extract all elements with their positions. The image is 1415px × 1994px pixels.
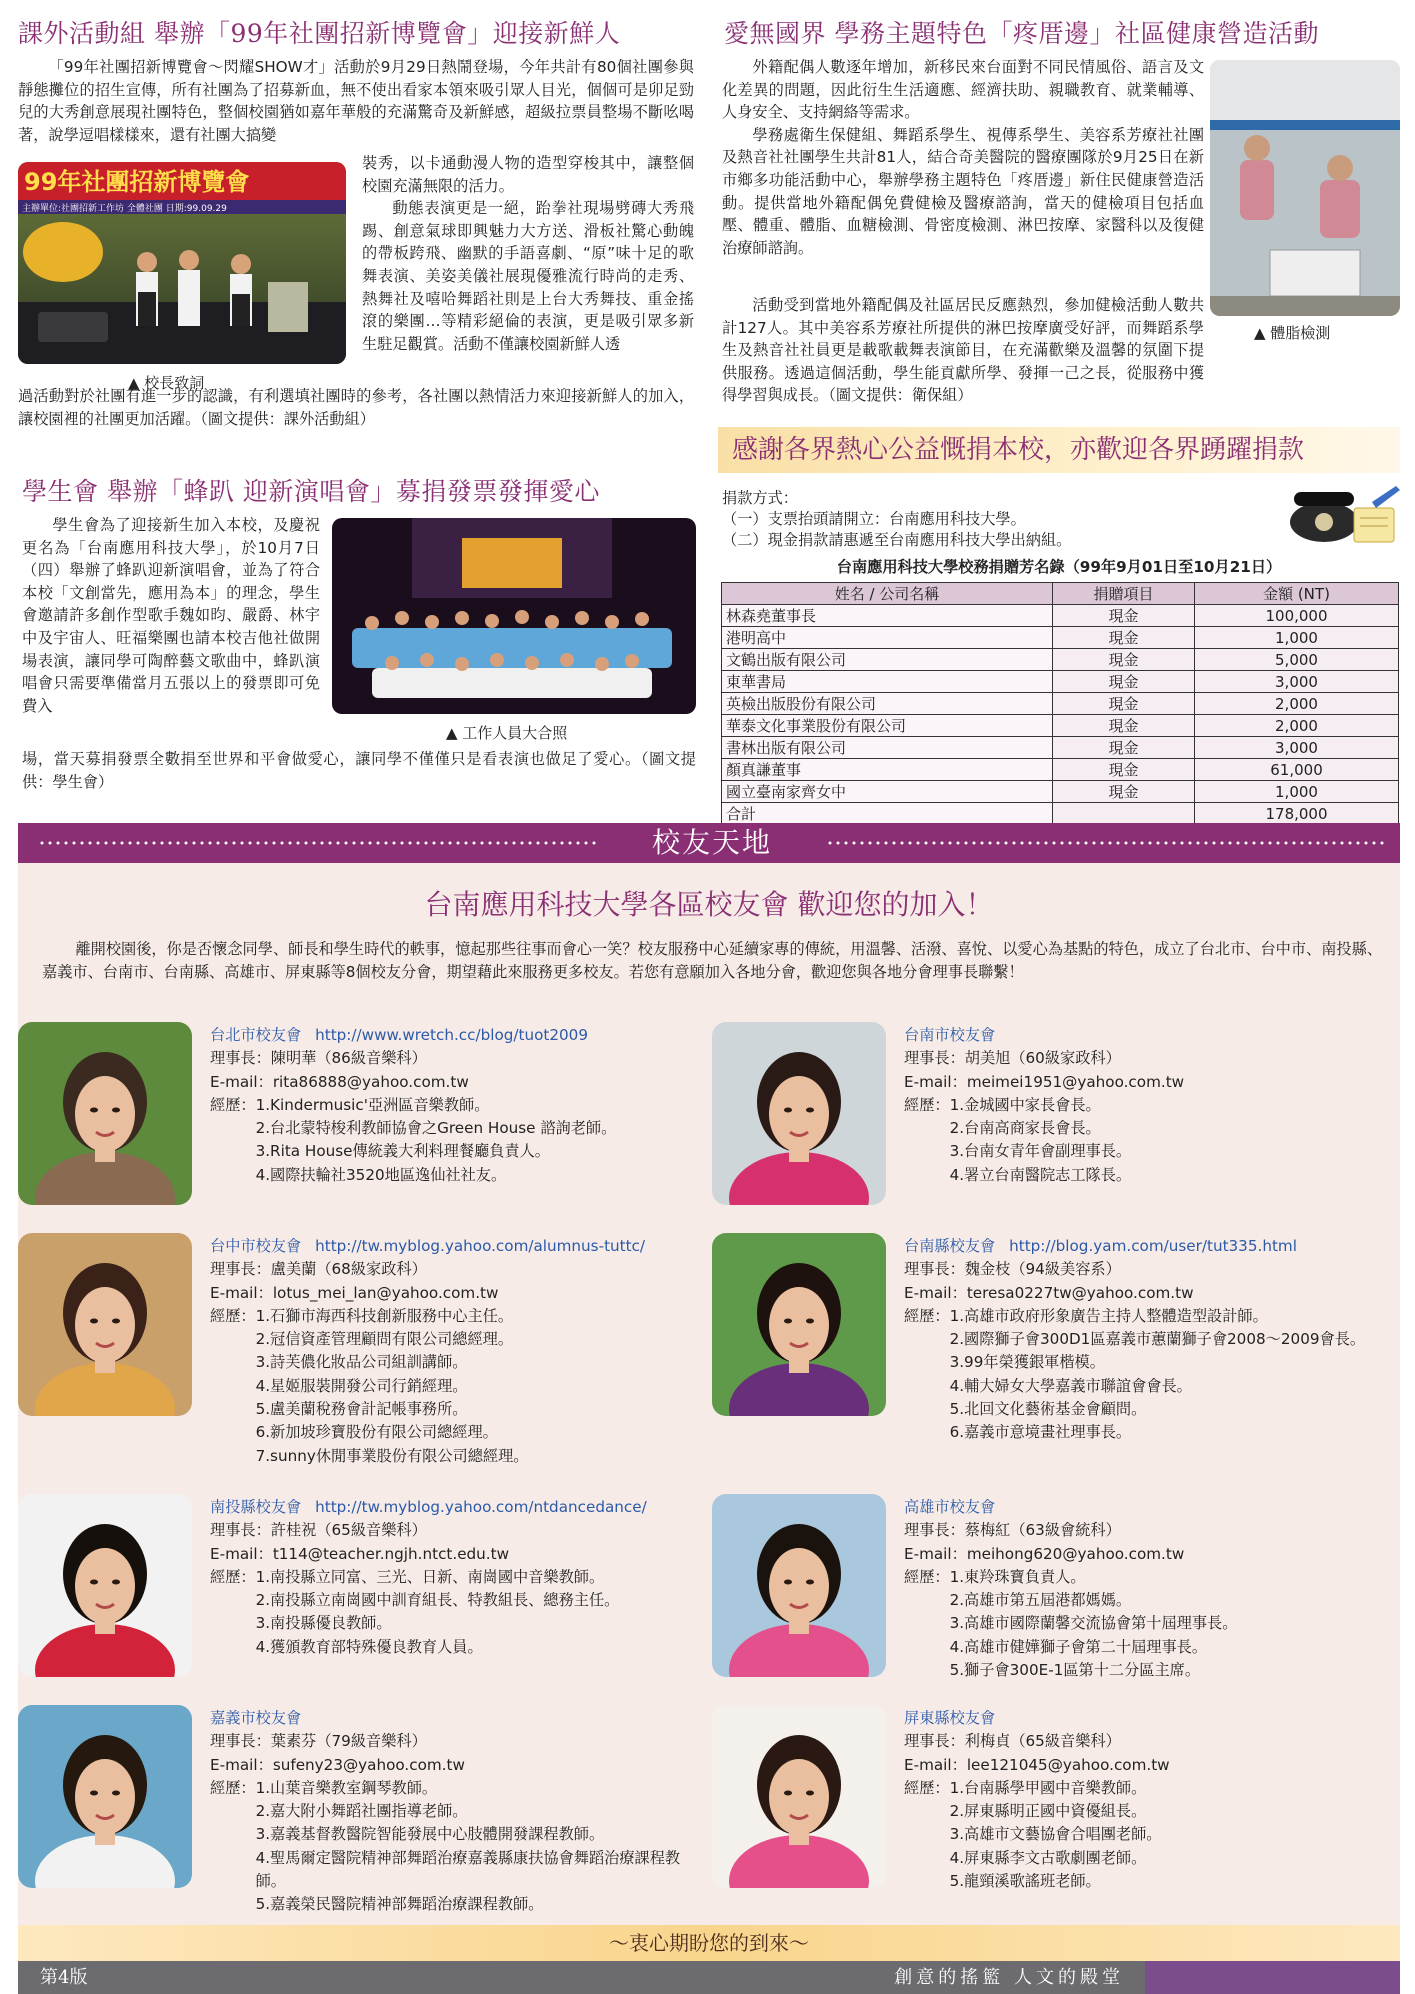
photo-banner-text: 99年社團招新博覽會 [24,168,250,196]
chapter-name: 台北市校友會 [210,1026,302,1044]
alumni-card-text [904,1235,1404,1445]
chapter-blog-link[interactable]: http://tw.myblog.yahoo.com/alumnus-tuttc/ [315,1237,646,1255]
closing-bar: ～衷心期盼您的到來～ [18,1925,1400,1961]
concert-photo [332,518,696,714]
experience-item: 4.署立台南醫院志工隊長。 [949,1165,1132,1184]
president-portrait [712,1705,886,1888]
email-row: E-mail：meimei1951@yahoo.com.tw [904,1072,1185,1091]
concert-para2: 場，當天募捐發票全數捐至世界和平會做愛心，讓同學不僅僅只是看表演也做足了愛心。（圖文提供：學生會） [22,750,696,791]
page-number: 第4版 [40,1967,88,1988]
photo-subline-text: 主辦單位:社團招新工作坊 全體社團 日期:99.09.29 [22,204,227,214]
alumni-card-text [904,1707,1404,1893]
experience-list: 經歷： 1.石獅市海西科技創新服務中心主任。 2.冠信資產管理顧問有限公司總經理。 3.詩芙儂化妝品公司組訓講師。 4.星姬服裝開發公司行銷經理。 5.盧美蘭稅務會計記帳事務所。 6.新加坡珍寶股份有限公司總經理。 7.sunny休閒事業股份有限公司總經理。 [210,1305,710,1468]
president-portrait [712,1233,886,1416]
experience-item: 3.高雄市國際蘭馨交流協會第十屆理事長。 [949,1614,1238,1633]
email-row: E-mail：rita86888@yahoo.com.tw [210,1072,469,1091]
footer-accent-block [1145,1961,1400,1994]
experience-item: 1.Kindermusic'亞洲區音樂教師。 [255,1095,490,1114]
chapter-name: 台南市校友會 [904,1026,996,1044]
email-link[interactable]: rita86888@yahoo.com.tw [272,1072,469,1091]
table-total-row: 合計 178,000 [722,803,1399,825]
email-link[interactable]: t114@teacher.ngjh.ntct.edu.tw [272,1544,510,1563]
chapter-name: 台南縣校友會 [904,1237,996,1255]
table-row: 書林出版有限公司 現金 3,000 [722,737,1399,759]
experience-item: 5.龍頸溪歌謠班老師。 [949,1872,1101,1891]
alumni-card-text [210,1235,710,1468]
experience-list: 經歷： 1.東羚珠寶負責人。 2.高雄市第五屆港都媽媽。 3.高雄市國際蘭馨交流協會第十屆理事長。 4.高雄市健嬅獅子會第二十屆理事長。 5.獅子會300E-1區第十二分區主席。 [904,1566,1404,1682]
experience-item: 2.台北蒙特梭利教師協會之Green House 諮詢老師。 [255,1119,617,1138]
alumni-card [18,1494,708,1694]
alumni-section-title: 校友天地 [651,826,772,859]
president-row: 理事長：陳明華（86級音樂科） [210,1049,427,1068]
donation-table-title: 台南應用科技大學校務捐贈芳名錄（99年9月01日至10月21日） [836,558,1282,576]
email-link[interactable]: lee121045@yahoo.com.tw [966,1755,1170,1774]
president-row: 理事長：胡美旭（60級家政科） [904,1049,1121,1068]
experience-item: 5.盧美蘭稅務會計記帳事務所。 [255,1400,468,1419]
email-link[interactable]: meimei1951@yahoo.com.tw [966,1072,1185,1091]
experience-item: 2.高雄市第五屆港都媽媽。 [949,1591,1132,1610]
club-fair-caption: ▲ 校長致詞 [128,374,205,392]
chapter-blog-link[interactable]: http://www.wretch.cc/blog/tuot2009 [315,1026,588,1044]
experience-item: 1.山葉音樂教室鋼琴教師。 [255,1778,438,1797]
experience-item: 3.台南女青年會副理事長。 [949,1142,1132,1161]
table-row: 港明高中 現金 1,000 [722,627,1399,649]
president-row: 理事長：許桂祝（65級音樂科） [210,1521,427,1540]
experience-item: 4.聖馬爾定醫院精神部舞蹈治療嘉義縣康扶協會舞蹈治療課程教師。 [255,1848,681,1891]
experience-list: 經歷： 1.高雄市政府形象廣告主持人整體造型設計師。 2.國際獅子會300D1區嘉義市蕙蘭獅子會2008～2009會長。 3.99年榮獲銀軍楷模。 4.輔大婦女大學嘉義市聯誼會會長。 5.北回文化藝術基金會顧問。 6.嘉義市意境畫社理事長。 [904,1305,1404,1445]
alumni-headline: 台南應用科技大學各區校友會 歡迎您的加入！ [424,888,994,921]
alumni-intro: 離開校園後，你是否懷念同學、師長和學生時代的軼事，憶起那些往事而會心一笑？校友服務中心延續家專的傳統，用溫馨、活潑、喜悅、以愛心為基點的特色，成立了台北市、台中市、南投縣、嘉義市、台南市、台南縣、高雄市、屏東縣等8個校友分會，期望藉此來服務更多校友。若您有意願加入各地分會，歡迎您與各地分會理事長聯繫！ [42,940,1382,981]
table-row: 華泰文化事業股份有限公司 現金 2,000 [722,715,1399,737]
concert-headline: 學生會 舉辦「蜂趴 迎新演唱會」募捐發票發揮愛心 [22,477,600,506]
donation-methods: 捐款方式： （一）支票抬頭請開立：台南應用科技大學。 （二）現金捐款請惠遞至台南應用科技大學出納組。 [722,489,1072,549]
chapter-name: 嘉義市校友會 [210,1709,302,1727]
experience-item: 1.東羚珠寶負責人。 [949,1567,1086,1586]
email-link[interactable]: teresa0227tw@yahoo.com.tw [966,1283,1194,1302]
concert-caption: ▲ 工作人員大合照 [446,724,568,742]
col-amount: 金額 (NT) [1195,583,1399,605]
president-row: 理事長：盧美蘭（68級家政科） [210,1260,427,1279]
footer-tagline: 創意的搖籃 人文的殿堂 [894,1967,1124,1988]
experience-item: 4.國際扶輪社3520地區逸仙社社友。 [255,1165,507,1184]
donation-table [721,582,1399,825]
experience-list: 經歷： 1.Kindermusic'亞洲區音樂教師。 2.台北蒙特梭利教師協會之Green House 諮詢老師。 3.Rita House傳統義大利料理餐廳負責人。 4.國際扶輪社3520地區逸仙社社友。 [210,1094,710,1187]
chapter-name: 屏東縣校友會 [904,1709,996,1727]
experience-item: 3.嘉義基督教醫院智能發展中心肢體開發課程教師。 [255,1825,605,1844]
experience-item: 5.北回文化藝術基金會顧問。 [949,1400,1147,1419]
experience-list: 經歷： 1.台南縣學甲國中音樂教師。 2.屏東縣明正國中資優組長。 3.高雄市文藝協會合唱團老師。 4.屏東縣李文古歌劇團老師。 5.龍頸溪歌謠班老師。 [904,1777,1404,1893]
table-row: 顏真謙董事 現金 61,000 [722,759,1399,781]
experience-item: 2.嘉大附小舞蹈社團指導老師。 [255,1802,468,1821]
president-portrait [18,1705,192,1888]
experience-item: 1.台南縣學甲國中音樂教師。 [949,1778,1147,1797]
table-row: 東華書局 現金 3,000 [722,671,1399,693]
president-row: 理事長：葉素芬（79級音樂科） [210,1732,427,1751]
stage-photo-illustration [18,162,346,364]
health-caption: ▲ 體脂檢測 [1254,324,1331,342]
experience-item: 6.嘉義市意境畫社理事長。 [949,1423,1132,1442]
group-photo-illustration [332,518,696,714]
health-para: 外籍配偶人數逐年增加，新移民來台面對不同民情風俗、語言及文化差異的問題，因此衍生生活適應、經濟扶助、親職教育、就業輔導、人身安全、支持網絡等需求。 學務處衛生保健組、舞蹈系學生、視傳系學生、美容系芳療社社團及熱音社社團學生共計81人，結合奇美醫院的醫療團隊於9月25日在新市鄉多功能活動中心，舉辦學務主題特色「疼厝邊」新住民健康營造活動。提供當地外籍配偶免費健檢及醫療諮詢，當天的健檢項目包括血壓、體重、體脂、血糖檢測、骨密度檢測、淋巴按摩、家醫科以及復健治療師諮詢。 [722,58,1204,257]
alumni-card-text [210,1707,710,1917]
alumni-card [18,1705,708,1914]
dots-left-divider [38,841,598,845]
experience-item: 3.詩芙儂化妝品公司組訓講師。 [255,1353,468,1372]
table-row: 林森堯董事長 現金 100,000 [722,605,1399,627]
experience-item: 1.石獅市海西科技創新服務中心主任。 [255,1306,514,1325]
alumni-card [712,1494,1402,1694]
experience-item: 2.台南高商家長會長。 [949,1119,1101,1138]
email-row: E-mail：lotus_mei_lan@yahoo.com.tw [210,1283,499,1302]
experience-item: 2.南投縣立南崗國中訓育組長、特教組長、總務主任。 [255,1591,620,1610]
president-portrait [712,1022,886,1205]
experience-item: 1.高雄市政府形象廣告主持人整體造型設計師。 [949,1306,1268,1325]
email-row: E-mail：t114@teacher.ngjh.ntct.edu.tw [210,1544,510,1563]
experience-item: 4.高雄市健嬅獅子會第二十屆理事長。 [949,1637,1208,1656]
president-portrait [712,1494,886,1677]
president-row: 理事長：蔡梅紅（63級會統科） [904,1521,1121,1540]
experience-item: 6.新加坡珍寶股份有限公司總經理。 [255,1423,498,1442]
table-row: 文鶴出版有限公司 現金 5,000 [722,649,1399,671]
alumni-card-text [210,1024,710,1187]
experience-item: 3.高雄市文藝協會合唱團老師。 [949,1825,1162,1844]
club-fair-headline: 課外活動組 舉辦「99年社團招新博覽會」迎接新鮮人 [18,19,621,48]
experience-item: 1.南投縣立同富、三光、日新、南崗國中音樂教師。 [255,1567,605,1586]
body-fat-check-illustration [1210,60,1400,316]
president-row: 理事長：魏金枝（94級美容系） [904,1260,1121,1279]
health-para3: 活動受到當地外籍配偶及社區居民反應熱烈，參加健檢活動人數共計127人。其中美容系芳療社所提供的淋巴按摩廣受好評，而舞蹈系學生及熱音社社員更是載歌載舞表演節目，在充滿歡樂及溫馨的氛圍下提供服務。透過這個活動，學生能貢獻所學、發揮一己之長，從服務中獲得學習與成長。（圖文提供：衛保組） [722,296,1204,405]
chapter-blog-link[interactable]: http://blog.yam.com/user/tut335.html [1009,1237,1297,1255]
president-portrait [18,1494,192,1677]
col-name: 姓名 / 公司名稱 [722,583,1053,605]
dots-right-divider [826,841,1386,845]
club-fair-para2: 裝秀，以卡通動漫人物的造型穿梭其中，讓整個校園充滿無限的活力。 動態表演更是一絕，跆拳社現場劈磚大秀飛踢、創意氣球即興魅力大方送、滑板社驚心動魄的帶板跨飛、幽默的手語喜劇、“原”味十足的歌舞表演、美姿美儀社展現優雅流行時尚的走秀、熱舞社及嘻哈舞蹈社則是上台大秀舞技、重金搖滾的樂團…等精彩絕倫的表演，更是吸引眾多新生駐足觀賞。活動不僅讓校園新鮮人透 [362,154,694,353]
alumni-card [18,1022,708,1222]
experience-item: 2.國際獅子會300D1區嘉義市蕙蘭獅子會2008～2009會長。 [949,1330,1366,1349]
email-link[interactable]: meihong620@yahoo.com.tw [966,1544,1185,1563]
email-link[interactable]: sufeny23@yahoo.com.tw [272,1755,465,1774]
chapter-name: 南投縣校友會 [210,1498,302,1516]
col-item: 捐贈項目 [1053,583,1195,605]
email-row: E-mail：sufeny23@yahoo.com.tw [210,1755,465,1774]
alumni-card-text [904,1496,1404,1682]
experience-item: 4.輔大婦女大學嘉義市聯誼會會長。 [949,1376,1192,1395]
alumni-card [712,1705,1402,1905]
experience-item: 5.嘉義榮民醫院精神部舞蹈治療課程教師。 [255,1895,544,1914]
experience-list: 經歷： 1.山葉音樂教室鋼琴教師。 2.嘉大附小舞蹈社團指導老師。 3.嘉義基督教醫院智能發展中心肢體開發課程教師。 4.聖馬爾定醫院精神部舞蹈治療嘉義縣康扶協會舞蹈治療課程教師。 5.嘉義榮民醫院精神部舞蹈治療課程教師。 [210,1777,710,1917]
email-row: E-mail：teresa0227tw@yahoo.com.tw [904,1283,1194,1302]
experience-item: 5.獅子會300E-1區第十二分區主席。 [949,1661,1201,1680]
president-portrait [18,1022,192,1205]
table-row: 英檢出版股份有限公司 現金 2,000 [722,693,1399,715]
experience-item: 2.屏東縣明正國中資優組長。 [949,1802,1147,1821]
alumni-card [712,1022,1402,1222]
experience-item: 3.Rita House傳統義大利料理餐廳負責人。 [255,1142,550,1161]
experience-item: 7.sunny休閒事業股份有限公司總經理。 [255,1446,529,1465]
alumni-card-text [210,1496,710,1659]
experience-item: 4.獲頒教育部特殊優良教育人員。 [255,1637,483,1656]
email-row: E-mail：lee121045@yahoo.com.tw [904,1755,1170,1774]
experience-item: 1.金城國中家長會長。 [949,1095,1101,1114]
alumni-section-bar [18,823,1400,863]
concert-para1: 學生會為了迎接新生加入本校，及慶祝更名為「台南應用科技大學」，於10月7日（四）舉辦了蜂趴迎新演唱會，並為了符合本校「文創當先，應用為本」的理念，學生會邀請許多創作型歌手魏如昀、嚴爵、林宇中及宇宙人、旺福樂團也請本校吉他社做開場表演，讓同學可陶醉藝文歌曲中，蜂趴演唱會只需要準備當月五張以上的發票即可免費入 [22,516,320,715]
email-row: E-mail：meihong620@yahoo.com.tw [904,1544,1185,1563]
health-headline: 愛無國界 學務主題特色「疼厝邊」社區健康營造活動 [724,19,1319,48]
club-fair-photo [18,162,346,364]
alumni-card [18,1233,708,1465]
health-photo [1210,60,1400,316]
chapter-name: 台中市校友會 [210,1237,302,1255]
donation-banner: 感謝各界熱心公益慨捐本校，亦歡迎各界踴躍捐款 [718,427,1400,473]
alumni-card-text [904,1024,1404,1187]
chapter-blog-link[interactable]: http://tw.myblog.yahoo.com/ntdancedance/ [315,1498,647,1516]
president-row: 理事長：利梅貞（65級音樂科） [904,1732,1121,1751]
president-portrait [18,1233,192,1416]
chapter-name: 高雄市校友會 [904,1498,996,1516]
experience-item: 3.南投縣優良教師。 [255,1614,392,1633]
experience-list: 經歷： 1.金城國中家長會長。 2.台南高商家長會長。 3.台南女青年會副理事長。 4.署立台南醫院志工隊長。 [904,1094,1404,1187]
table-row: 國立臺南家齊女中 現金 1,000 [722,781,1399,803]
alumni-card [712,1233,1402,1442]
experience-list: 經歷： 1.南投縣立同富、三光、日新、南崗國中音樂教師。 2.南投縣立南崗國中訓育組長、特教組長、總務主任。 3.南投縣優良教師。 4.獲頒教育部特殊優良教育人員。 [210,1566,710,1659]
phone-icon [1284,478,1400,550]
club-fair-para1: 「99年社團招新博覽會～閃耀SHOW才」活動於9月29日熱鬧登場，今年共計有80個社團參與靜態攤位的招生宣傳，所有社團為了招募新血，無不使出看家本領來吸引眾人目光，個個可是卯足勁兒的大秀創意展現社團特色，整個校園猶如嘉年華般的充滿驚奇及新鮮感，超級拉票員整場不斷吆喝著，說學逗唱樣樣來，還有社團大搞變 [18,58,694,144]
club-fair-para4: 過活動對於社團有進一步的認識，有利選填社團時的參考，各社團以熱情活力來迎接新鮮人的加入，讓校園裡的社團更加活躍。（圖文提供：課外活動組） [18,387,694,428]
experience-item: 3.99年榮獲銀軍楷模。 [949,1353,1105,1372]
footer-bar [18,1961,1400,1994]
experience-item: 2.冠信資產管理顧問有限公司總經理。 [255,1330,514,1349]
experience-item: 4.屏東縣李文古歌劇團老師。 [949,1848,1147,1867]
email-link[interactable]: lotus_mei_lan@yahoo.com.tw [272,1283,499,1302]
experience-item: 4.星姬服裝開發公司行銷經理。 [255,1376,468,1395]
